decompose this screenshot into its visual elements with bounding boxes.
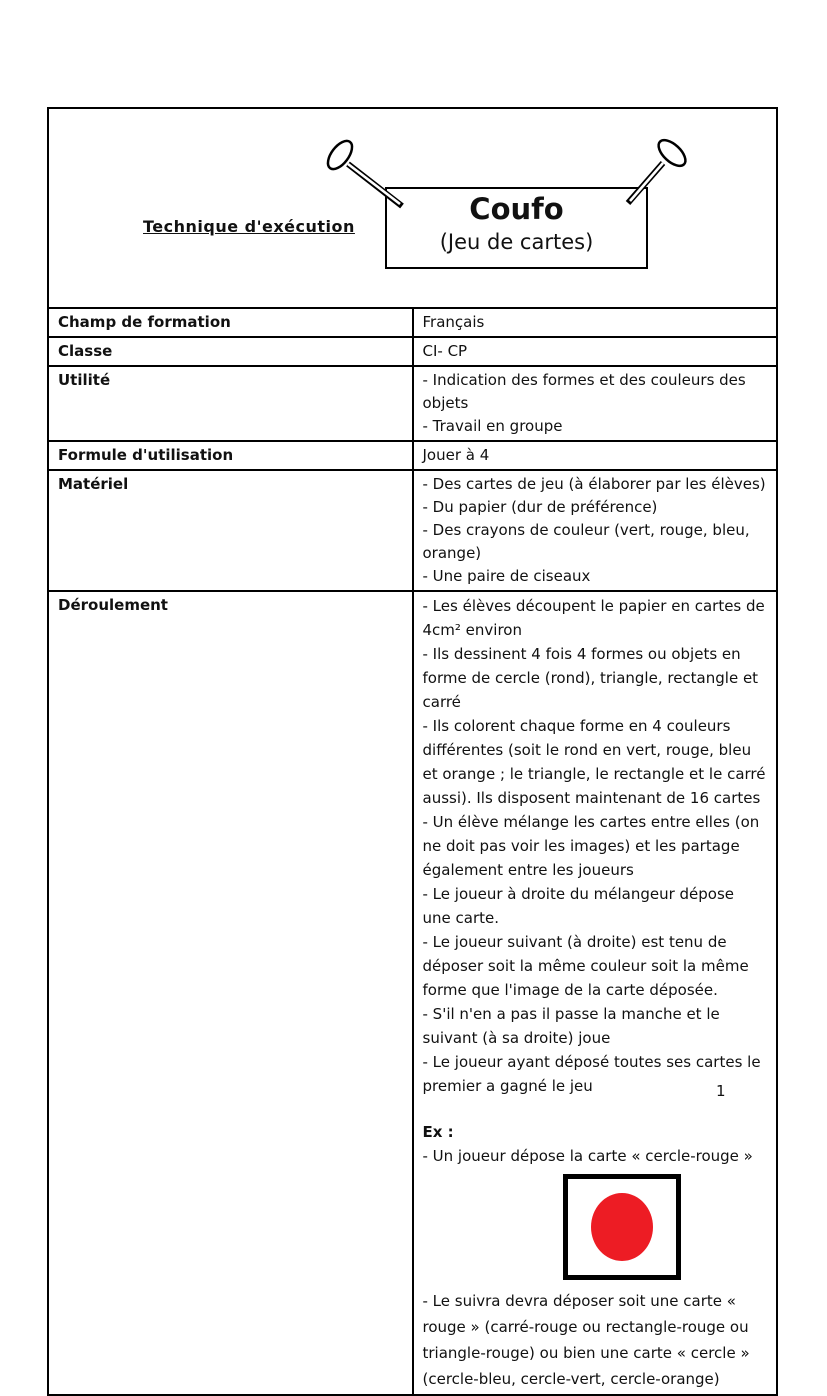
step-line: - Ils colorent chaque forme en 4 couleurs différentes (soit le rond en vert, rouge, bleu et orange ; le triangle, le rectangle et le carré aussi). Ils disposent maintenant de 16 cartes (422, 717, 766, 807)
banner-subtitle: (Jeu de cartes) (439, 230, 594, 254)
row-lines (423, 311, 768, 334)
table-row (48, 470, 777, 591)
row-content-formule (413, 441, 778, 470)
step-line: - Ils dessinent 4 fois 4 formes ou objets en forme de cercle (rond), triangle, rectangle et carré (422, 645, 759, 711)
content-line: - Indication des formes et des couleurs des objets (422, 371, 746, 412)
table-row (48, 308, 777, 337)
table-row (48, 366, 777, 441)
deroulement-content (413, 591, 778, 1395)
table-row (48, 591, 777, 1395)
step-line: - Le joueur ayant déposé toutes ses cartes le premier a gagné le jeu (422, 1053, 761, 1095)
content-line: Jouer à 4 (422, 446, 490, 464)
banner-title: Coufo (469, 192, 564, 226)
step-line: - Le joueur à droite du mélangeur dépose une carte. (422, 885, 735, 927)
info-table (47, 107, 778, 1396)
row-lines (423, 369, 768, 438)
content-line: - Du papier (dur de préférence) (422, 498, 658, 516)
row-lines (423, 473, 768, 588)
example-followup: - Le suivra devra déposer soit une carte « rouge » (carré-rouge ou rectangle-rouge ou triangle-rouge) ou bien une carte « cercle » (cercle-bleu, cercle-vert, cercle-orange) (422, 1292, 750, 1388)
row-lines (423, 444, 768, 467)
step-line: - Le joueur suivant (à droite) est tenu de déposer soit la même couleur soit la même forme que l'image de la carte déposée. (422, 933, 749, 999)
content-line: - Des cartes de jeu (à élaborer par les élèves) (422, 475, 766, 493)
step-line: - S'il n'en a pas il passe la manche et le suivant (à sa droite) joue (422, 1005, 720, 1047)
row-label-classe: Classe (48, 337, 413, 366)
row-label-formule: Formule d'utilisation (48, 441, 413, 470)
example-label: Ex : (422, 1123, 454, 1141)
row-content-champ (413, 308, 778, 337)
page-number: 1 (716, 1082, 726, 1100)
table-row (48, 337, 777, 366)
page-title: Technique d'exécution (143, 217, 355, 236)
example-intro: - Un joueur dépose la carte « cercle-rouge » (422, 1147, 753, 1165)
row-label-utilite: Utilité (48, 366, 413, 441)
example-card-cercle-rouge (563, 1174, 681, 1280)
content-line: - Une paire de ciseaux (422, 567, 591, 585)
content-line: CI- CP (422, 342, 468, 360)
step-line: - Un élève mélange les cartes entre elles (on ne doit pas voir les images) et les partage également entre les joueurs (422, 813, 760, 879)
row-content-materiel (413, 470, 778, 591)
step-line: - Les élèves découpent le papier en cartes de 4cm² environ (422, 597, 765, 639)
content-line: Français (422, 313, 485, 331)
row-content-utilite (413, 366, 778, 441)
row-lines (423, 340, 768, 363)
deroulement-steps (423, 594, 768, 1098)
row-label-materiel: Matériel (48, 470, 413, 591)
red-circle-shape (591, 1193, 653, 1261)
row-content-classe (413, 337, 778, 366)
table-row (48, 441, 777, 470)
title-banner (385, 187, 648, 269)
content-line: - Travail en groupe (422, 417, 563, 435)
header-cell (48, 108, 777, 308)
row-label-champ: Champ de formation (48, 308, 413, 337)
row-label-deroulement: Déroulement (48, 591, 413, 1395)
content-line: - Des crayons de couleur (vert, rouge, bleu, orange) (422, 521, 750, 562)
